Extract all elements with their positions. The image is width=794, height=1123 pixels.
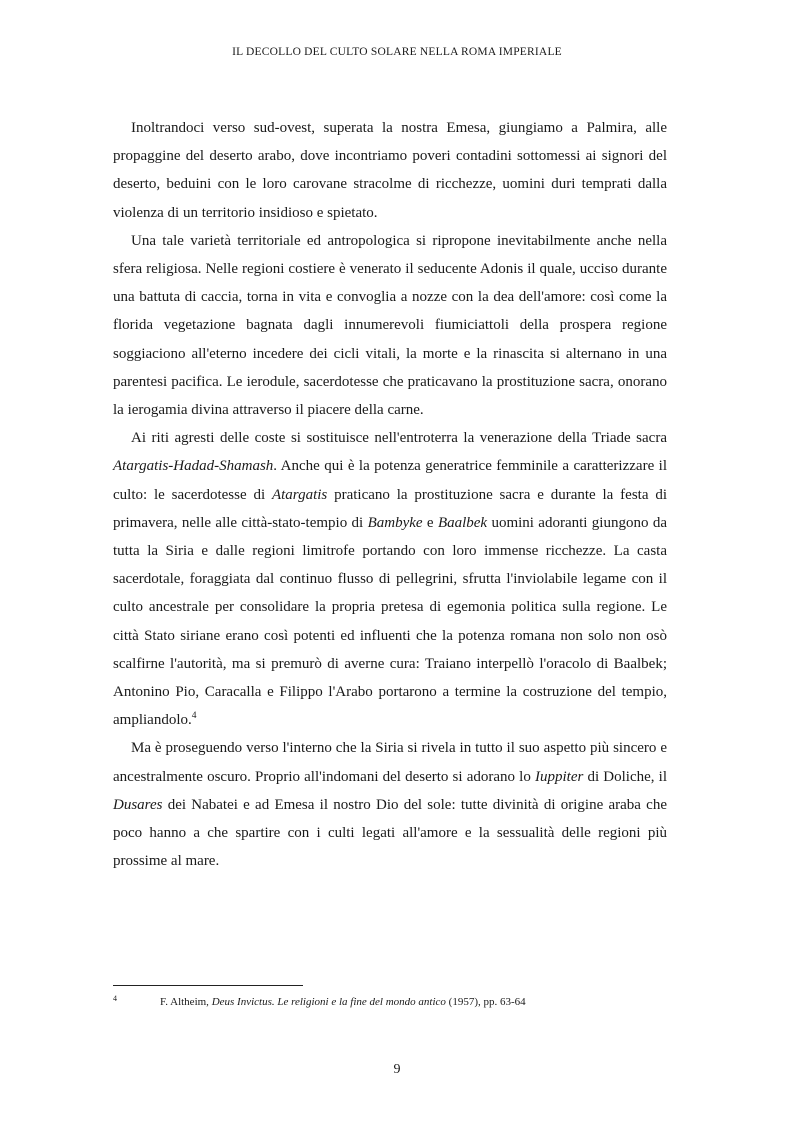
text-run: Inoltrandoci verso sud-ovest, superata la nostra Emesa, giungiamo a Palmira, alle propaggine del deserto arabo, dove incontriamo poveri contadini sottomessi ai signori del deserto, beduini con le loro carovane stracolme di ricchezze, uomini duri temprati dalla violenza di un territorio insidioso e spietato.: [113, 120, 667, 221]
paragraph-1: [113, 114, 667, 227]
italic-term: Dusares: [113, 796, 163, 813]
text-run: di Doliche, il: [583, 768, 667, 785]
footnote-reference: 4: [191, 711, 197, 722]
text-run: Ai riti agresti delle coste si sostituisce nell'entroterra la venerazione della Triade sacra: [131, 430, 667, 447]
text-run: dei Nabatei e ad Emesa il nostro Dio del sole: tutte divinità di origine araba che poco hanno a che spartire con i culti legati all'amore e la sessualità delle regioni più prossime al mare.: [113, 796, 667, 870]
text-run: Una tale varietà territoriale ed antropologica si ripropone inevitabilmente anche nella sfera religiosa. Nelle regioni costiere è venerato il seducente Adonis il quale, ucciso durante una battuta di caccia, torna in vita e convoglia a nozze con la dea dell'amore: così come la florida vegetazione bagnata dagli innumerevoli fiumiciattoli della prospera regione soggiaciono all'eterno incedere dei cicli vitali, la morte e la rinascita si alternano in una parentesi pacifica. Le ierodule, sacerdotesse che praticavano la prostituzione sacra, onorano la ierogamia divina attraverso il piacere della carne.: [113, 232, 667, 419]
italic-term: Iuppiter: [534, 768, 584, 785]
italic-term: Baalbek: [437, 514, 488, 531]
text-run: (1957), pp. 63-64: [445, 996, 526, 1008]
text-run: F. Altheim,: [160, 996, 212, 1008]
text-run: uomini adoranti giungono da tutta la Siria e dalle regioni limitrofe portando con loro immense ricchezze. La casta sacerdotale, foraggiata dal continuo flusso di pellegrini, sfrutta l'inviolabile legame con il culto ancestrale per consolidare la propria pretesa di egemonia politica sulla regione. Le città Stato siriane erano così potenti ed influenti che la potenza romana non solo non osò scalfirne l'autorità, ma si premurò di averne cura: Traiano interpellò l'oracolo di Baalbek; Antonino Pio, Caracalla e Filippo l'Arabo portarono a termine la costruzione del tempio, ampliandolo.: [113, 514, 667, 729]
italic-term: Atargatis: [271, 486, 328, 503]
paragraph-3: [113, 424, 667, 734]
text-run: e: [422, 514, 438, 531]
paragraph-4: [113, 734, 667, 875]
paragraph-2: [113, 227, 667, 424]
italic-term: Atargatis-Hadad-Shamash: [113, 458, 274, 475]
page-number: 9: [393, 1062, 401, 1077]
body-text: [113, 114, 667, 875]
running-header: IL DECOLLO DEL CULTO SOLARE NELLA ROMA IMPERIALE: [232, 46, 562, 58]
text-run: Ma è proseguendo verso l'interno che la Siria si rivela in tutto il suo aspetto più sincero e ancestralmente oscuro. Proprio all'indomani del deserto si adorano lo: [113, 740, 667, 785]
italic-term: Deus Invictus. Le religioni e la fine del mondo antico: [211, 996, 446, 1008]
italic-term: Bambyke: [367, 514, 423, 531]
footnote-separator: [113, 985, 303, 986]
text-run: . Anche qui è la potenza generatrice femminile a caratterizzare il culto: le sacerdotesse di: [113, 458, 667, 503]
footnote-number: 4: [113, 994, 117, 1003]
footnote-text: [160, 995, 526, 1009]
text-run: praticano la prostituzione sacra e durante la festa di primavera, nelle alle città-stato-tempio di: [113, 486, 667, 531]
